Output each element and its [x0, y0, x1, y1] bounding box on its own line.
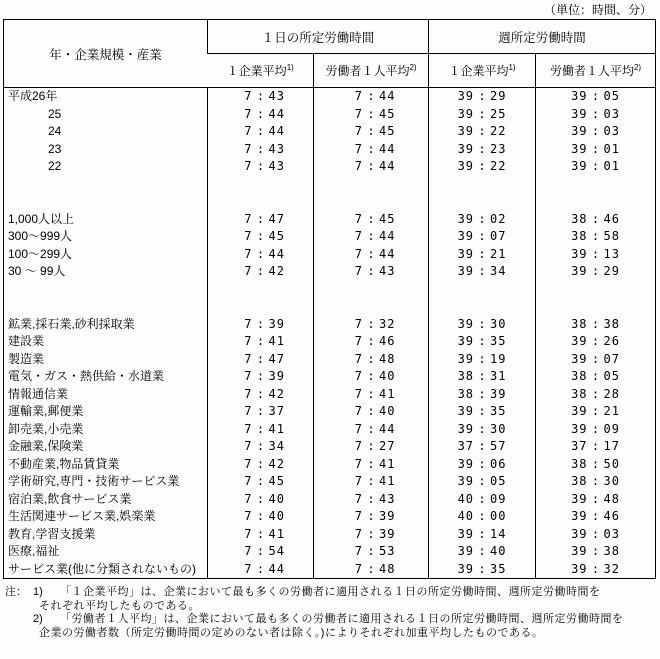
time-value: 7 : 42: [208, 456, 314, 474]
time-value: 37 : 17: [536, 438, 656, 456]
time-value: 39 : 29: [429, 88, 536, 106]
spacer-cell: [429, 176, 536, 211]
spacer-cell: [4, 281, 208, 316]
table-row-industry: [4, 561, 656, 579]
time-value: 39 : 21: [429, 246, 536, 264]
time-value: 7 : 44: [314, 158, 429, 176]
table-header: [4, 20, 656, 88]
time-value: 39 : 01: [536, 158, 656, 176]
row-label: 電気・ガス・熱供給・水道業: [8, 369, 165, 383]
time-value: 39 : 05: [536, 88, 656, 106]
time-value: 7 : 40: [208, 491, 314, 509]
time-value: 7 : 42: [208, 386, 314, 404]
table-row-industry: [4, 473, 656, 491]
footnote-2-number: 2): [33, 613, 43, 626]
table-row-industry: [4, 543, 656, 561]
time-value: 7 : 40: [314, 368, 429, 386]
table-row-year: [4, 88, 656, 106]
table-row-industry: [4, 403, 656, 421]
time-value: 7 : 41: [208, 333, 314, 351]
time-value: 7 : 37: [208, 403, 314, 421]
row-label: 24: [48, 124, 62, 138]
time-value: 7 : 43: [314, 491, 429, 509]
footnote-ref-1: 1): [286, 63, 294, 72]
footnote-1-number: 1): [33, 586, 43, 598]
time-value: 39 : 03: [536, 526, 656, 544]
time-value: 7 : 41: [208, 526, 314, 544]
time-value: 40 : 09: [429, 491, 536, 509]
time-value: 39 : 40: [429, 543, 536, 561]
time-value: 38 : 38: [536, 316, 656, 334]
time-value: 7 : 44: [208, 246, 314, 264]
time-value: 38 : 30: [536, 473, 656, 491]
time-value: 7 : 39: [208, 316, 314, 334]
footnote-ref-2: 2): [409, 63, 417, 72]
row-label: 情報通信業: [8, 386, 69, 401]
time-value: 38 : 39: [429, 386, 536, 404]
time-value: 39 : 07: [429, 228, 536, 246]
time-value: 39 : 06: [429, 456, 536, 474]
time-value: 7 : 44: [208, 123, 314, 141]
time-value: 7 : 43: [208, 158, 314, 176]
spacer-cell: [536, 176, 656, 211]
group-header-weekly-hours: 週所定労働時間: [429, 20, 656, 54]
time-value: 39 : 21: [536, 403, 656, 421]
time-value: 7 : 44: [314, 141, 429, 159]
time-value: 39 : 03: [536, 106, 656, 124]
footnote-1-text-cont: それぞれ平均したものである。: [39, 599, 200, 612]
time-value: 7 : 45: [314, 123, 429, 141]
table-body: [4, 88, 656, 579]
row-label: 金融業,保険業: [8, 439, 84, 453]
table-row-industry: [4, 491, 656, 509]
note-marker: 注：: [5, 586, 27, 598]
group-header-daily-hours: １日の所定労働時間: [208, 20, 429, 54]
subheader-label: １企業平均: [226, 64, 287, 78]
row-label: 1,000人以上: [8, 211, 75, 226]
time-value: 7 : 44: [208, 106, 314, 124]
table-row-industry: [4, 421, 656, 439]
time-value: 7 : 34: [208, 438, 314, 456]
section-spacer-row: [4, 176, 656, 211]
row-label: 生活関連サービス業,娯楽業: [8, 509, 156, 523]
time-value: 7 : 54: [208, 543, 314, 561]
table-row-company-size: [4, 228, 656, 246]
table-row-industry: [4, 508, 656, 526]
time-value: 7 : 44: [314, 228, 429, 246]
spacer-cell: [429, 281, 536, 316]
time-value: 7 : 47: [208, 351, 314, 369]
time-value: 7 : 41: [314, 456, 429, 474]
time-value: 39 : 38: [536, 543, 656, 561]
footnote-2-line-1: [3, 613, 657, 627]
spacer-cell: [536, 281, 656, 316]
working-hours-table: [3, 19, 656, 579]
footnote-2-text-cont: 企業の労働者数（所定労働時間の定めのない者は除く。)によりそれぞれ加重平均したものである。: [39, 626, 544, 639]
time-value: 7 : 44: [314, 421, 429, 439]
table-row-year: [4, 141, 656, 159]
table-row-industry: [4, 316, 656, 334]
time-value: 7 : 39: [314, 526, 429, 544]
row-label: 300〜999人: [8, 229, 73, 243]
time-value: 7 : 47: [208, 211, 314, 229]
table-row-industry: [4, 368, 656, 386]
time-value: 39 : 29: [536, 263, 656, 281]
corner-header: 年・企業規模・産業: [4, 20, 208, 88]
table-row-industry: [4, 456, 656, 474]
time-value: 39 : 34: [429, 263, 536, 281]
row-label: 25: [48, 106, 62, 121]
table-row-company-size: [4, 246, 656, 264]
time-value: 7 : 45: [208, 473, 314, 491]
time-value: 7 : 41: [314, 386, 429, 404]
section-spacer-row: [4, 281, 656, 316]
time-value: 7 : 48: [314, 351, 429, 369]
table-row-industry: [4, 351, 656, 369]
time-value: 39 : 19: [429, 351, 536, 369]
table-row-industry: [4, 333, 656, 351]
subheader-weekly-per-worker: [536, 54, 656, 88]
table-row-industry: [4, 526, 656, 544]
footnote-ref-2: 2): [633, 63, 642, 72]
time-value: 7 : 45: [314, 106, 429, 124]
subheader-label: 労働者１人平均: [325, 64, 410, 78]
footnote-2-line-2: [3, 627, 657, 641]
time-value: 38 : 31: [429, 368, 536, 386]
time-value: 7 : 41: [314, 473, 429, 491]
row-label: 22: [48, 159, 62, 173]
row-label: 不動産業,物品賃貸業: [8, 456, 120, 471]
subheader-daily-per-worker: [314, 54, 429, 88]
time-value: 7 : 43: [314, 263, 429, 281]
time-value: 7 : 39: [314, 508, 429, 526]
row-label: 100〜299人: [8, 246, 73, 261]
time-value: 39 : 30: [429, 421, 536, 439]
row-label: 運輸業,郵便業: [8, 404, 84, 418]
header-group-row: [4, 20, 656, 54]
table-row-year: [4, 158, 656, 176]
time-value: 39 : 22: [429, 158, 536, 176]
time-value: 39 : 22: [429, 123, 536, 141]
time-value: 38 : 46: [536, 211, 656, 229]
time-value: 7 : 42: [208, 263, 314, 281]
row-label: 宿泊業,飲食サービス業: [8, 491, 132, 506]
time-value: 7 : 45: [314, 211, 429, 229]
time-value: 39 : 13: [536, 246, 656, 264]
time-value: 39 : 02: [429, 211, 536, 229]
time-value: 7 : 41: [208, 421, 314, 439]
row-label: 教育,学習支援業: [8, 526, 96, 541]
time-value: 39 : 26: [536, 333, 656, 351]
row-label: サービス業(他に分類されないもの): [8, 561, 196, 576]
table-row-company-size: [4, 211, 656, 229]
time-value: 39 : 46: [536, 508, 656, 526]
footnotes: [3, 586, 657, 640]
row-label: 学術研究,専門・技術サービス業: [8, 474, 180, 488]
row-label: 30 〜 99人: [8, 264, 66, 278]
time-value: 7 : 27: [314, 438, 429, 456]
time-value: 7 : 45: [208, 228, 314, 246]
time-value: 39 : 35: [429, 561, 536, 579]
spacer-cell: [314, 176, 429, 211]
spacer-cell: [4, 176, 208, 211]
time-value: 7 : 43: [208, 141, 314, 159]
subheader-daily-per-company: [208, 54, 314, 88]
time-value: 39 : 23: [429, 141, 536, 159]
table-row-year: [4, 123, 656, 141]
row-label: 卸売業,小売業: [8, 421, 84, 436]
row-label: 医療,福祉: [8, 544, 60, 558]
time-value: 38 : 05: [536, 368, 656, 386]
subheader-weekly-per-company: [429, 54, 536, 88]
time-value: 39 : 03: [536, 123, 656, 141]
footnote-1-line-1: [3, 586, 657, 600]
row-label: 鉱業,採石業,砂利採取業: [8, 316, 135, 331]
time-value: 39 : 05: [429, 473, 536, 491]
spacer-cell: [208, 176, 314, 211]
time-value: 37 : 57: [429, 438, 536, 456]
time-value: 39 : 30: [429, 316, 536, 334]
time-value: 7 : 40: [208, 508, 314, 526]
time-value: 38 : 58: [536, 228, 656, 246]
table-row-industry: [4, 386, 656, 404]
row-label: 建設業: [8, 334, 45, 348]
table-row-company-size: [4, 263, 656, 281]
unit-label: （単位：時間、分）: [543, 3, 652, 17]
footnote-ref-1: 1): [508, 63, 516, 72]
time-value: 7 : 44: [314, 88, 429, 106]
time-value: 39 : 25: [429, 106, 536, 124]
time-value: 7 : 48: [314, 561, 429, 579]
time-value: 39 : 07: [536, 351, 656, 369]
footnote-2-text: 「労働者１人平均」は、企業において最も多くの労働者に適用される１日の所定労働時間、週所定労働時間を: [60, 613, 624, 626]
time-value: 40 : 00: [429, 508, 536, 526]
spacer-cell: [314, 281, 429, 316]
spacer-cell: [208, 281, 314, 316]
subheader-label: 労働者１人平均: [549, 64, 634, 78]
time-value: 39 : 32: [536, 561, 656, 579]
time-value: 7 : 53: [314, 543, 429, 561]
table-row-industry: [4, 438, 656, 456]
time-value: 39 : 09: [536, 421, 656, 439]
row-label: 製造業: [8, 351, 45, 366]
subheader-label: １企業平均: [448, 64, 509, 78]
table-row-year: [4, 106, 656, 124]
time-value: 7 : 44: [208, 561, 314, 579]
time-value: 7 : 46: [314, 333, 429, 351]
time-value: 38 : 50: [536, 456, 656, 474]
time-value: 7 : 39: [208, 368, 314, 386]
row-label: 平成26年: [8, 89, 58, 103]
time-value: 7 : 40: [314, 403, 429, 421]
footnote-1-text: 「１企業平均」は、企業において最も多くの労働者に適用される１日の所定労働時間、週所定労働時間を: [60, 586, 601, 598]
time-value: 39 : 14: [429, 526, 536, 544]
footnote-1-line-2: [3, 600, 657, 614]
row-label: 23: [48, 141, 62, 156]
time-value: 39 : 35: [429, 333, 536, 351]
time-value: 39 : 35: [429, 403, 536, 421]
time-value: 39 : 48: [536, 491, 656, 509]
time-value: 7 : 43: [208, 88, 314, 106]
time-value: 39 : 01: [536, 141, 656, 159]
time-value: 7 : 44: [314, 246, 429, 264]
time-value: 7 : 32: [314, 316, 429, 334]
time-value: 38 : 28: [536, 386, 656, 404]
